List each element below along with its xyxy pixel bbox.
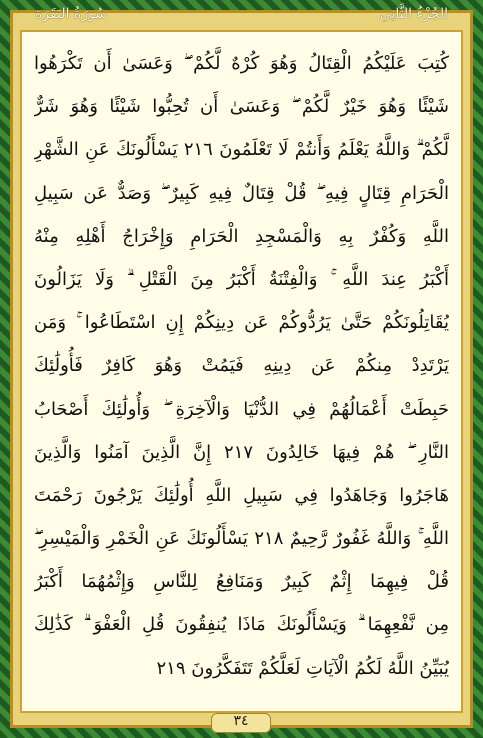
text-line-6: أَكْبَرُ عِندَ اللَّهِ ۚ وَالْفِتْنَةُ أَكْبَرُ مِنَ الْقَتْلِ ۗ وَلَا يَزَالُونَ <box>34 268 449 290</box>
text-line-2: شَيْئًا وَهُوَ خَيْرٌ لَّكُمْ ۖ وَعَسَىٰ أَن تُحِبُّوا شَيْئًا وَهُوَ شَرٌّ <box>34 96 449 118</box>
text-line-9: حَبِطَتْ أَعْمَالُهُمْ فِي الدُّنْيَا وَالْآخِرَةِ ۖ وَأُولَٰئِكَ أَصْحَابُ <box>34 398 449 420</box>
text-line-11: هَاجَرُوا وَجَاهَدُوا فِي سَبِيلِ اللَّهِ أُولَٰئِكَ يَرْجُونَ رَحْمَتَ <box>34 484 449 506</box>
text-line-3: لَّكُمْ ۗ وَاللَّهُ يَعْلَمُ وَأَنتُمْ لَا تَعْلَمُونَ ٢١٦ يَسْأَلُونَكَ عَنِ الشَّهْرِ <box>34 139 449 161</box>
page-number: ٣٤ <box>211 713 271 733</box>
quran-text <box>34 42 449 690</box>
text-line-12: اللَّهِ ۚ وَاللَّهُ غَفُورٌ رَّحِيمٌ ٢١٨ يَسْأَلُونَكَ عَنِ الْخَمْرِ وَالْمَيْسِرِ ۖ <box>34 528 449 550</box>
juz-name: الجُزْءُ الثَّانِي <box>379 6 448 22</box>
text-line-8: يَرْتَدِدْ مِنكُمْ عَن دِينِهِ فَيَمُتْ وَهُوَ كَافِرٌ فَأُولَٰئِكَ <box>34 355 449 377</box>
text-line-5: اللَّهِ وَكُفْرٌ بِهِ وَالْمَسْجِدِ الْحَرَامِ وَإِخْرَاجُ أَهْلِهِ مِنْهُ <box>34 225 449 247</box>
text-line-7: يُقَاتِلُونَكُمْ حَتَّىٰ يَرُدُّوكُمْ عَن دِينِكُمْ إِنِ اسْتَطَاعُوا ۚ وَمَن <box>34 312 449 334</box>
text-line-10: النَّارِ ۖ هُمْ فِيهَا خَالِدُونَ ٢١٧ إِنَّ الَّذِينَ آمَنُوا وَالَّذِينَ <box>34 441 449 463</box>
page-header <box>0 0 483 30</box>
text-line-4: الْحَرَامِ قِتَالٍ فِيهِ ۖ قُلْ قِتَالٌ فِيهِ كَبِيرٌ ۖ وَصَدٌّ عَن سَبِيلِ <box>34 182 449 204</box>
text-line-14: مِن نَّفْعِهِمَا ۗ وَيَسْأَلُونَكَ مَاذَا يُنفِقُونَ قُلِ الْعَفْوَ ۗ كَذَٰلِكَ <box>34 614 449 636</box>
text-line-1: كُتِبَ عَلَيْكُمُ الْقِتَالُ وَهُوَ كُرْهٌ لَّكُمْ ۖ وَعَسَىٰ أَن تَكْرَهُوا <box>34 53 449 74</box>
surah-name: سُورَةُ البَقَرَة <box>35 6 108 22</box>
text-line-13: قُلْ فِيهِمَا إِثْمٌ كَبِيرٌ وَمَنَافِعُ لِلنَّاسِ وَإِثْمُهُمَا أَكْبَرُ <box>34 571 449 593</box>
text-line-15: يُبَيِّنُ اللَّهُ لَكُمُ الْآيَاتِ لَعَلَّكُمْ تَتَفَكَّرُونَ ٢١٩ <box>156 657 449 679</box>
